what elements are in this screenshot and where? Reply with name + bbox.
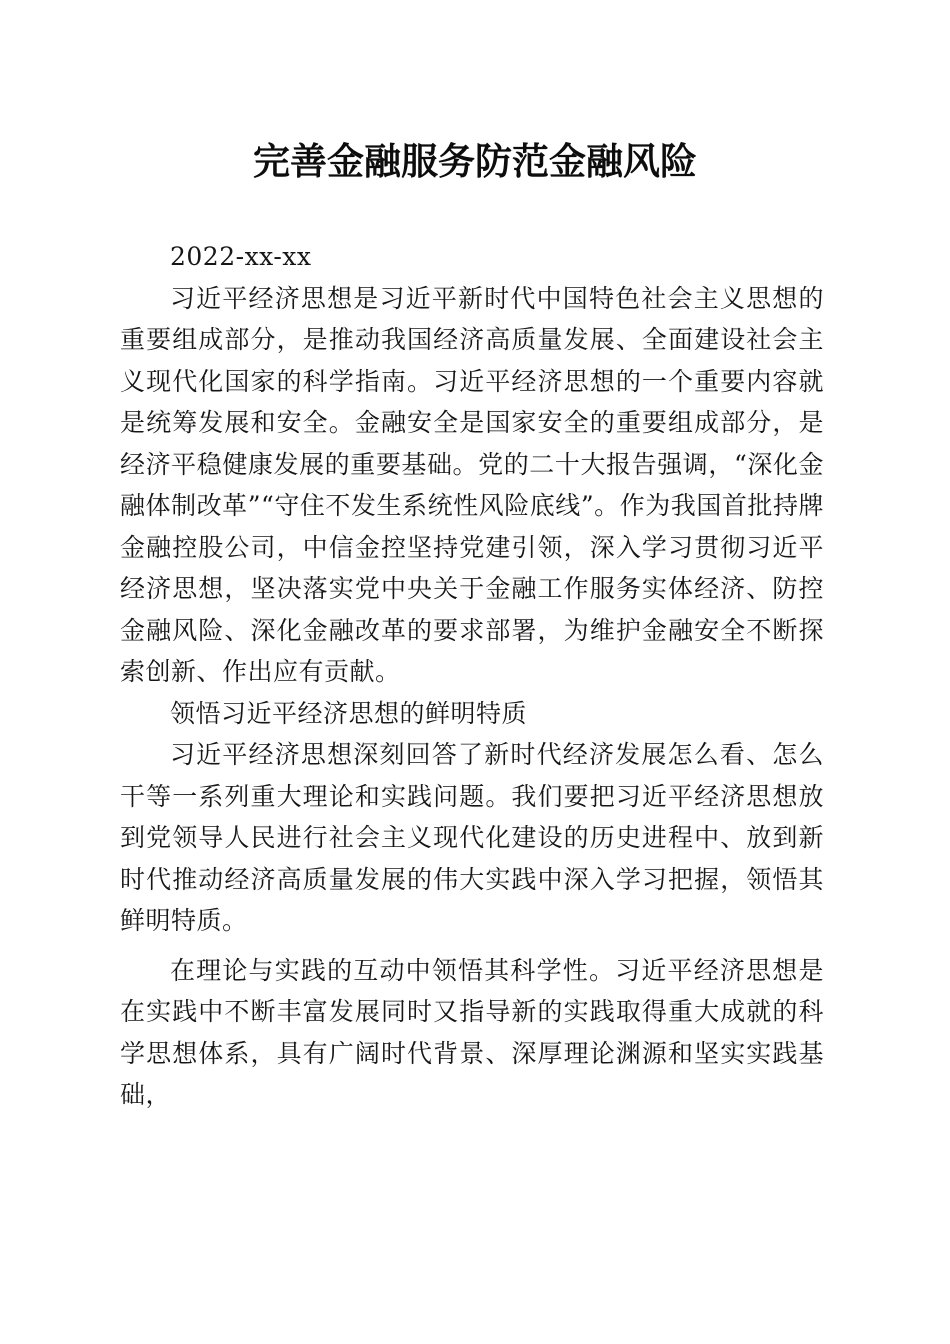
paragraph-section-intro: 习近平经济思想深刻回答了新时代经济发展怎么看、怎么干等一系列重大理论和实践问题。我们要把习近平经济思想放到党领导人民进行社会主义现代化建设的历史进程中、放到新时代推动经济高质量发展的伟大实践中深入学习把握，领悟其鲜明特质。 [120,740,824,935]
document-date: 2022-xx-xx [170,242,312,271]
document-body [120,236,824,1116]
section-heading: 领悟习近平经济思想的鲜明特质 [170,698,528,728]
paragraph-scientific: 在理论与实践的互动中领悟其科学性。习近平经济思想是在实践中不断丰富发展同时又指导新的实践取得重大成就的科学思想体系，具有广阔时代背景、深厚理论渊源和坚实实践基础， [120,955,824,1109]
document-title: 完善金融服务防范金融风险 [253,139,697,183]
paragraph-intro: 习近平经济思想是习近平新时代中国特色社会主义思想的重要组成部分，是推动我国经济高质量发展、全面建设社会主义现代化国家的科学指南。习近平经济思想的一个重要内容就是统筹发展和安全。金融安全是国家安全的重要组成部分，是经济平稳健康发展的重要基础。党的二十大报告强调，“深化金融体制改革”“守住不发生系统性风险底线”。作为我国首批持牌金融控股公司，中信金控坚持党建引领，深入学习贯彻习近平经济思想，坚决落实党中央关于金融工作服务实体经济、防控金融风险、深化金融改革的要求部署，为维护金融安全不断探索创新、作出应有贡献。 [120,283,824,686]
